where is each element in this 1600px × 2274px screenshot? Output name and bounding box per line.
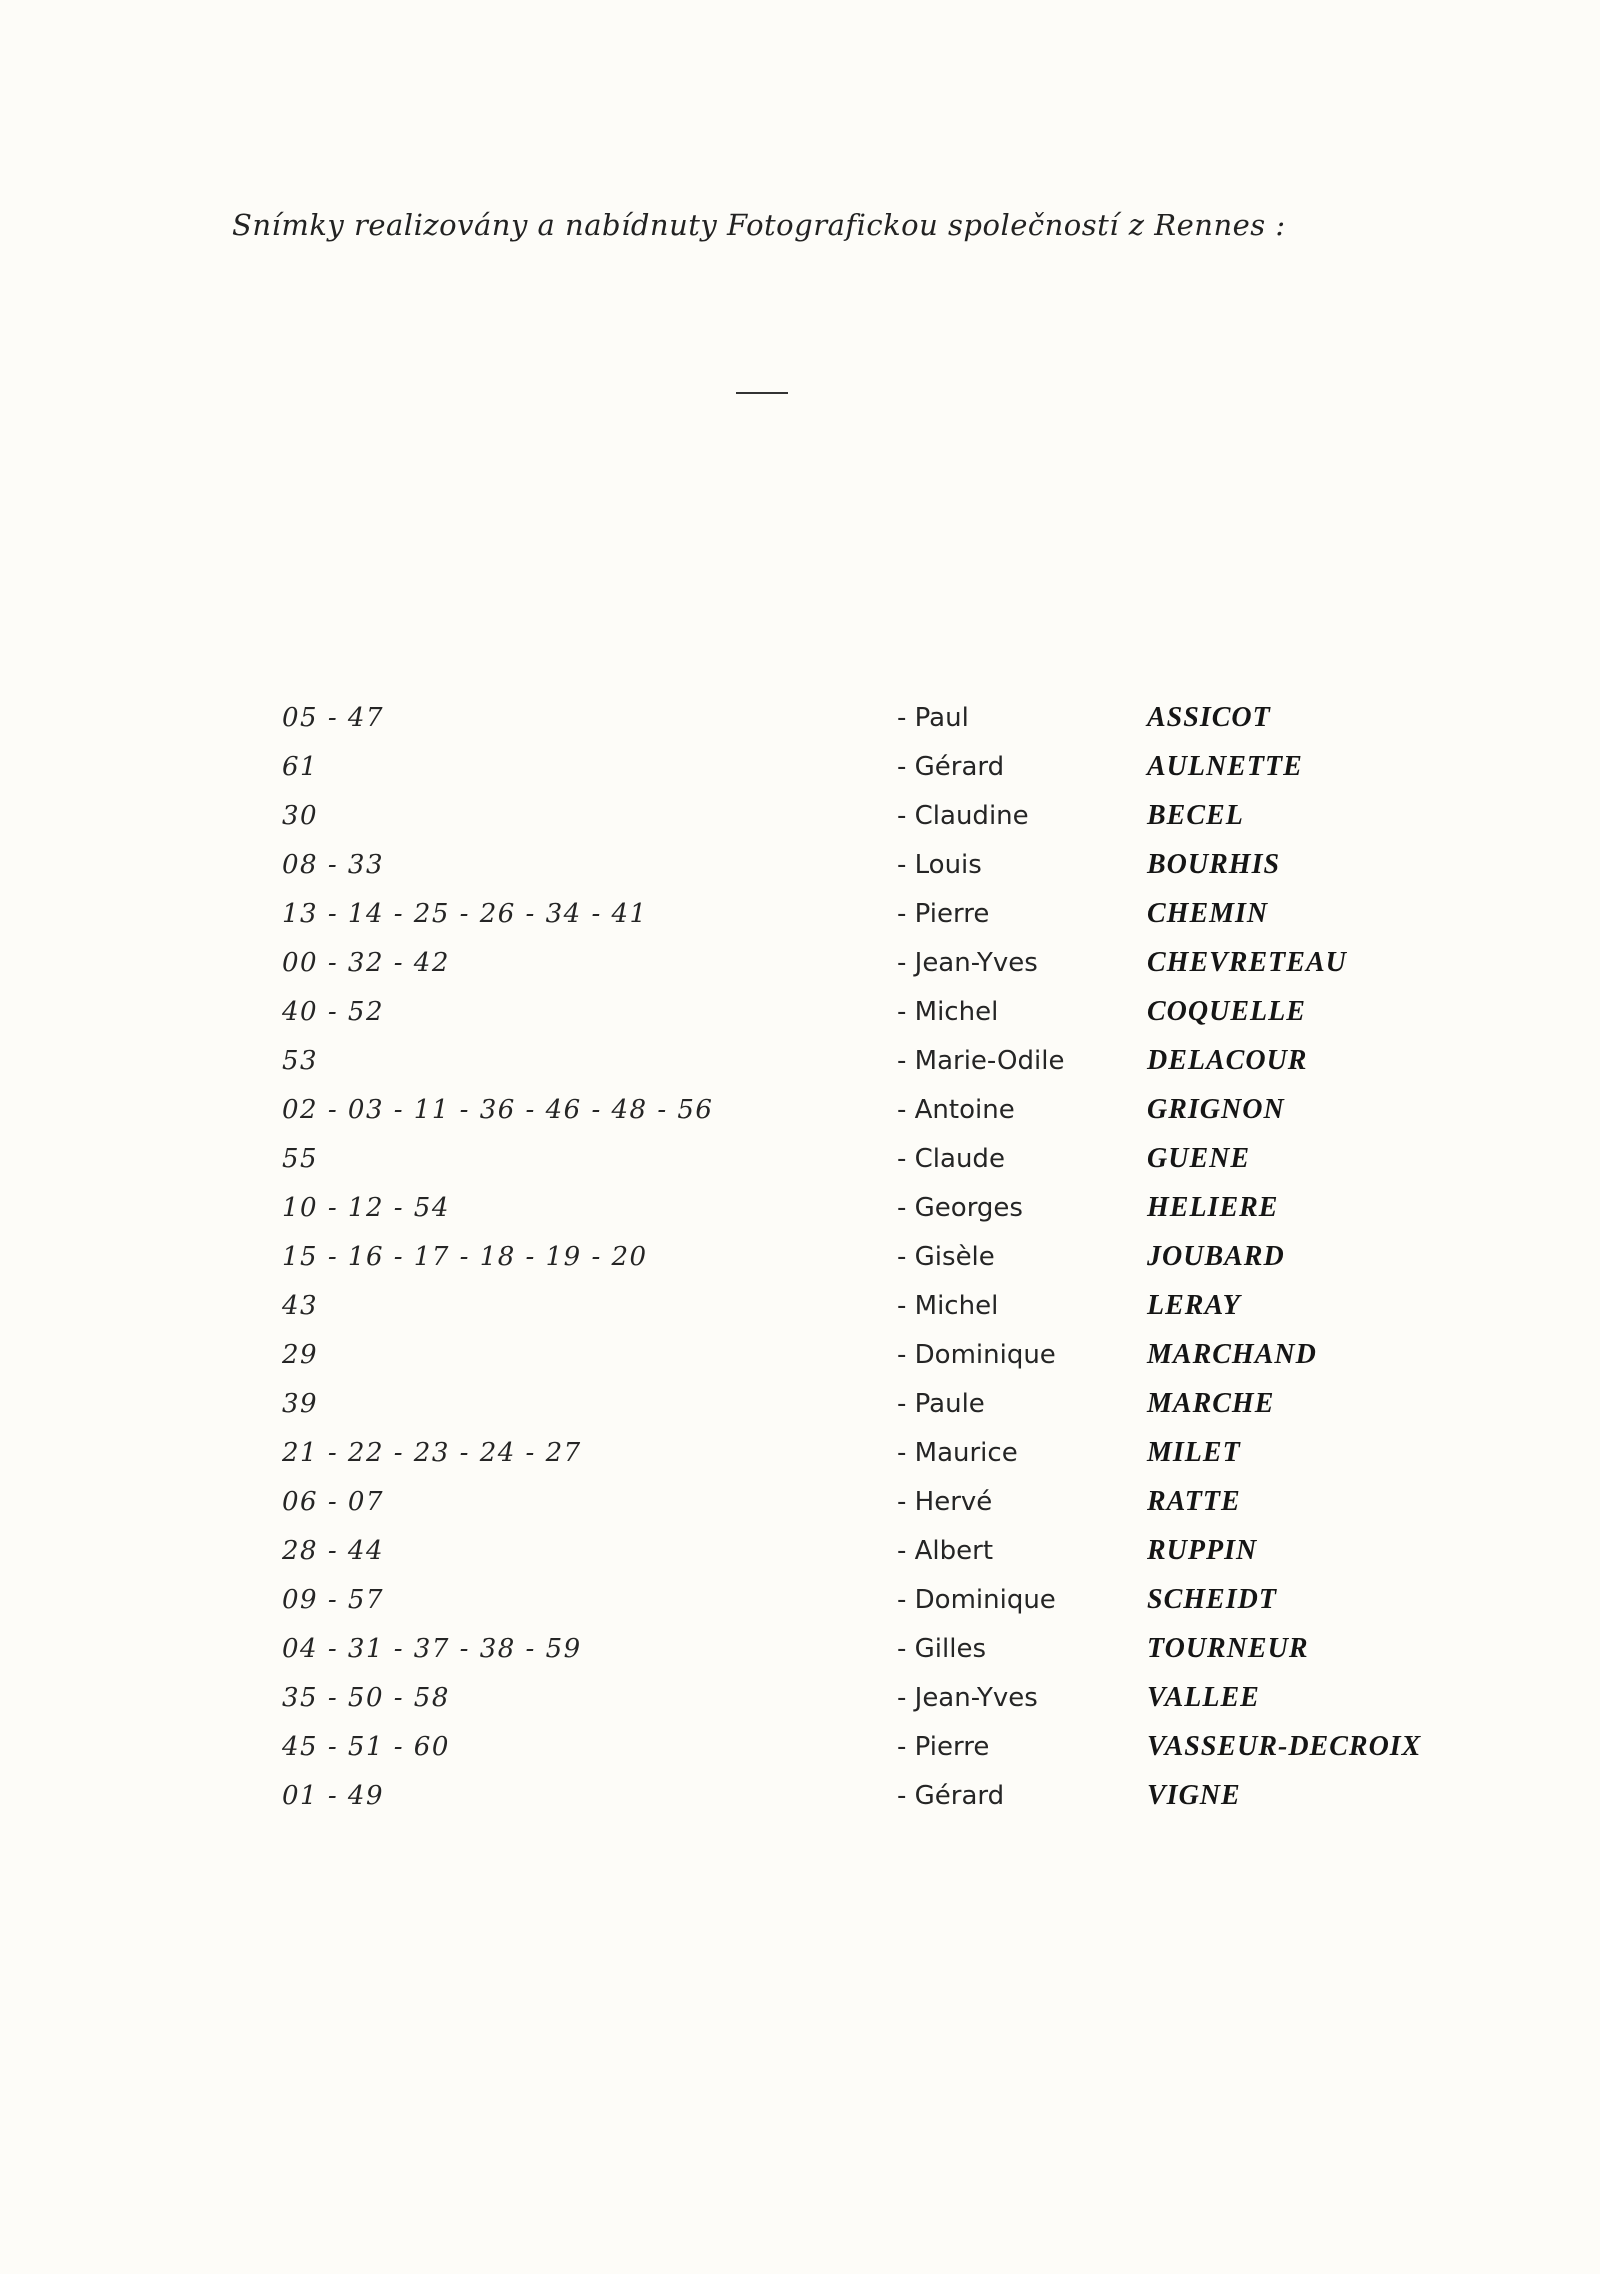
last-name: CHEMIN xyxy=(1147,898,1269,929)
first-name: - Albert xyxy=(897,1536,994,1566)
list-item xyxy=(0,1043,1600,1092)
last-name: BECEL xyxy=(1147,800,1244,831)
photo-numbers: 00 - 32 - 42 xyxy=(282,948,450,978)
last-name: ASSICOT xyxy=(1147,702,1271,733)
first-name: - Hervé xyxy=(897,1487,993,1517)
credits-list xyxy=(0,700,1600,1827)
first-name: - Pierre xyxy=(897,899,990,929)
list-item xyxy=(0,1778,1600,1827)
list-item xyxy=(0,1337,1600,1386)
list-item xyxy=(0,1680,1600,1729)
photo-numbers: 45 - 51 - 60 xyxy=(282,1732,450,1762)
list-item xyxy=(0,1582,1600,1631)
last-name: HELIERE xyxy=(1147,1192,1279,1223)
first-name: - Paul xyxy=(897,703,969,733)
first-name: - Louis xyxy=(897,850,982,880)
list-item xyxy=(0,798,1600,847)
last-name: TOURNEUR xyxy=(1147,1633,1309,1664)
first-name: - Pierre xyxy=(897,1732,990,1762)
list-item xyxy=(0,896,1600,945)
list-item xyxy=(0,1288,1600,1337)
first-name: - Claudine xyxy=(897,801,1029,831)
photo-numbers: 01 - 49 xyxy=(282,1781,384,1811)
last-name: GRIGNON xyxy=(1147,1094,1285,1125)
photo-numbers: 08 - 33 xyxy=(282,850,384,880)
list-item xyxy=(0,1386,1600,1435)
first-name: - Gérard xyxy=(897,752,1005,782)
first-name: - Georges xyxy=(897,1193,1023,1223)
list-item xyxy=(0,1092,1600,1141)
list-item xyxy=(0,749,1600,798)
first-name: - Michel xyxy=(897,1291,999,1321)
photo-numbers: 05 - 47 xyxy=(282,703,384,733)
first-name: - Gérard xyxy=(897,1781,1005,1811)
last-name: RUPPIN xyxy=(1147,1535,1258,1566)
photo-numbers: 09 - 57 xyxy=(282,1585,384,1615)
list-item xyxy=(0,1729,1600,1778)
first-name: - Michel xyxy=(897,997,999,1027)
last-name: SCHEIDT xyxy=(1147,1584,1277,1615)
first-name: - Dominique xyxy=(897,1340,1056,1370)
photo-numbers: 10 - 12 - 54 xyxy=(282,1193,450,1223)
photo-numbers: 02 - 03 - 11 - 36 - 46 - 48 - 56 xyxy=(282,1095,714,1125)
list-item xyxy=(0,945,1600,994)
list-item xyxy=(0,1141,1600,1190)
list-item xyxy=(0,1435,1600,1484)
last-name: VIGNE xyxy=(1147,1780,1241,1811)
first-name: - Maurice xyxy=(897,1438,1018,1468)
last-name: LERAY xyxy=(1147,1290,1241,1321)
photo-numbers: 15 - 16 - 17 - 18 - 19 - 20 xyxy=(282,1242,648,1272)
list-item xyxy=(0,700,1600,749)
photo-numbers: 43 xyxy=(282,1291,319,1321)
last-name: MILET xyxy=(1147,1437,1241,1468)
list-item xyxy=(0,1533,1600,1582)
list-item xyxy=(0,1631,1600,1680)
first-name: - Jean-Yves xyxy=(897,1683,1038,1713)
photo-numbers: 29 xyxy=(282,1340,319,1370)
photo-numbers: 30 xyxy=(282,801,319,831)
first-name: - Gilles xyxy=(897,1634,987,1664)
photo-numbers: 55 xyxy=(282,1144,319,1174)
last-name: GUENE xyxy=(1147,1143,1251,1174)
last-name: DELACOUR xyxy=(1147,1045,1308,1076)
photo-numbers: 06 - 07 xyxy=(282,1487,384,1517)
photo-numbers: 28 - 44 xyxy=(282,1536,384,1566)
list-item xyxy=(0,1239,1600,1288)
last-name: RATTE xyxy=(1147,1486,1241,1517)
last-name: VASSEUR-DECROIX xyxy=(1147,1731,1422,1762)
photo-numbers: 21 - 22 - 23 - 24 - 27 xyxy=(282,1438,582,1468)
last-name: JOUBARD xyxy=(1147,1241,1285,1272)
list-item xyxy=(0,994,1600,1043)
photo-numbers: 39 xyxy=(282,1389,319,1419)
first-name: - Gisèle xyxy=(897,1242,995,1272)
first-name: - Dominique xyxy=(897,1585,1056,1615)
first-name: - Antoine xyxy=(897,1095,1015,1125)
last-name: MARCHE xyxy=(1147,1388,1275,1419)
first-name: - Marie-Odile xyxy=(897,1046,1065,1076)
photo-numbers: 35 - 50 - 58 xyxy=(282,1683,450,1713)
heading-divider xyxy=(736,392,788,394)
list-item xyxy=(0,1190,1600,1239)
last-name: AULNETTE xyxy=(1147,751,1303,782)
last-name: MARCHAND xyxy=(1147,1339,1317,1370)
photo-numbers: 13 - 14 - 25 - 26 - 34 - 41 xyxy=(282,899,648,929)
list-item xyxy=(0,847,1600,896)
first-name: - Claude xyxy=(897,1144,1005,1174)
photo-numbers: 40 - 52 xyxy=(282,997,384,1027)
first-name: - Paule xyxy=(897,1389,985,1419)
first-name: - Jean-Yves xyxy=(897,948,1038,978)
last-name: VALLEE xyxy=(1147,1682,1260,1713)
last-name: CHEVRETEAU xyxy=(1147,947,1347,978)
last-name: BOURHIS xyxy=(1147,849,1281,880)
photo-numbers: 53 xyxy=(282,1046,319,1076)
list-item xyxy=(0,1484,1600,1533)
photo-numbers: 61 xyxy=(282,752,319,782)
last-name: COQUELLE xyxy=(1147,996,1306,1027)
page-heading: Snímky realizovány a nabídnuty Fotografickou společností z Rennes : xyxy=(232,208,1286,242)
photo-numbers: 04 - 31 - 37 - 38 - 59 xyxy=(282,1634,582,1664)
